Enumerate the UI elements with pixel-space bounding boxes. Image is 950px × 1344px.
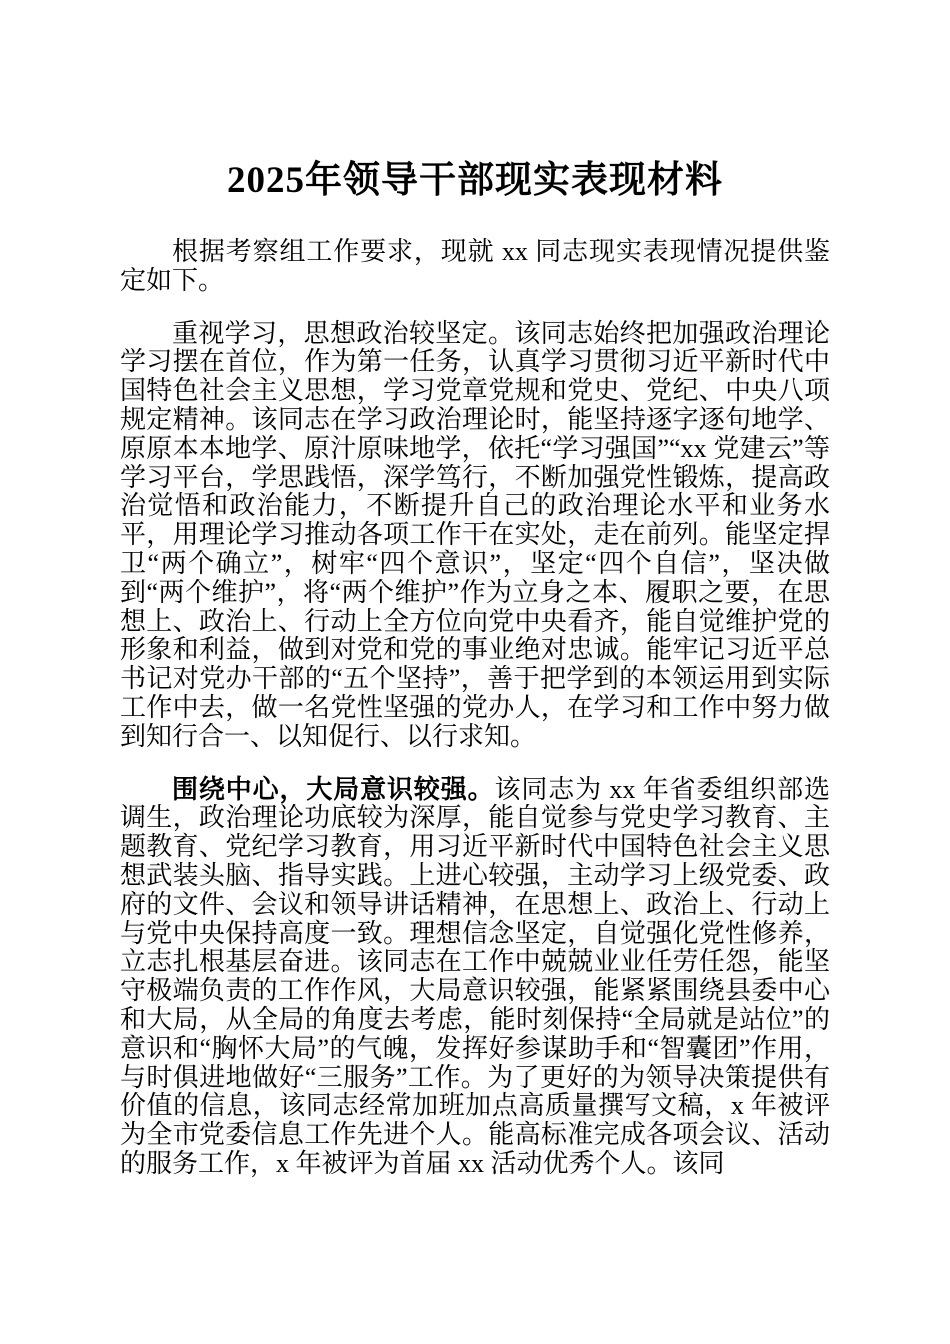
document-title: 2025年领导干部现实表现材料 xyxy=(227,160,723,201)
paragraph-intro xyxy=(120,238,830,296)
paragraph-intro-text: 根据考察组工作要求，现就 xx 同志现实表现情况提供鉴定如下。 xyxy=(120,237,830,295)
paragraph-study xyxy=(120,320,830,752)
paragraph-study-text: 重视学习，思想政治较坚定。该同志始终把加强政治理论学习摆在首位，作为第一任务，认真学习贯彻习近平新时代中国特色社会主义思想，学习党章党规和党史、党纪、中央八项规定精神。该同志在学习政治理论时，能坚持逐字逐句地学、原原本本地学、原汁原味地学，依托“学习强国”“xx 党建云”等学习平台，学思践悟，深学笃行，不断加强党性锻炼，提高政治觉悟和政治能力，不断提升自己的政治理论水平和业务水平，用理论学习推动各项工作干在实处，走在前列。能坚定捍卫“两个确立”，树牢“四个意识”，坚定“四个自信”，坚决做到“两个维护”，将“两个维护”作为立身之本、履职之要，在思想上、政治上、行动上全方位向党中央看齐，能自觉维护党的形象和利益，做到对党和党的事业绝对忠诚。能牢记习近平总书记对党办干部的“五个坚持”，善于把学到的本领运用到实际工作中去，做一名党性坚强的党办人，在学习和工作中努力做到知行合一、以知促行、以行求知。 xyxy=(120,318,830,751)
document-body xyxy=(120,238,830,1179)
paragraph-center-lead: 围绕中心，大局意识较强。 xyxy=(172,774,495,804)
paragraph-center xyxy=(120,776,830,1179)
paragraph-center-text: 该同志为 xx 年省委组织部选调生，政治理论功底较为深厚，能自觉参与党史学习教育、主题教育、党纪学习教育，用习近平新时代中国特色社会主义思想武装头脑、指导实践。上进心较强，主动学习上级党委、政府的文件、会议和领导讲话精神，在思想上、政治上、行动上与党中央保持高度一致。理想信念坚定，自觉强化党性修养，立志扎根基层奋进。该同志在工作中兢兢业业任劳任怨，能坚守极端负责的工作作风，大局意识较强，能紧紧围绕县委中心和大局，从全局的角度去考虑，能时刻保持“全局就是站位”的意识和“胸怀大局”的气魄，发挥好参谋助手和“智囊团”作用，与时俱进地做好“三服务”工作。为了更好的为领导决策提供有价值的信息，该同志经常加班加点高质量撰写文稿，x 年被评为全市党委信息工作先进个人。能高标准完成各项会议、活动的服务工作，x 年被评为首届 xx 活动优秀个人。该同 xyxy=(120,774,830,1178)
